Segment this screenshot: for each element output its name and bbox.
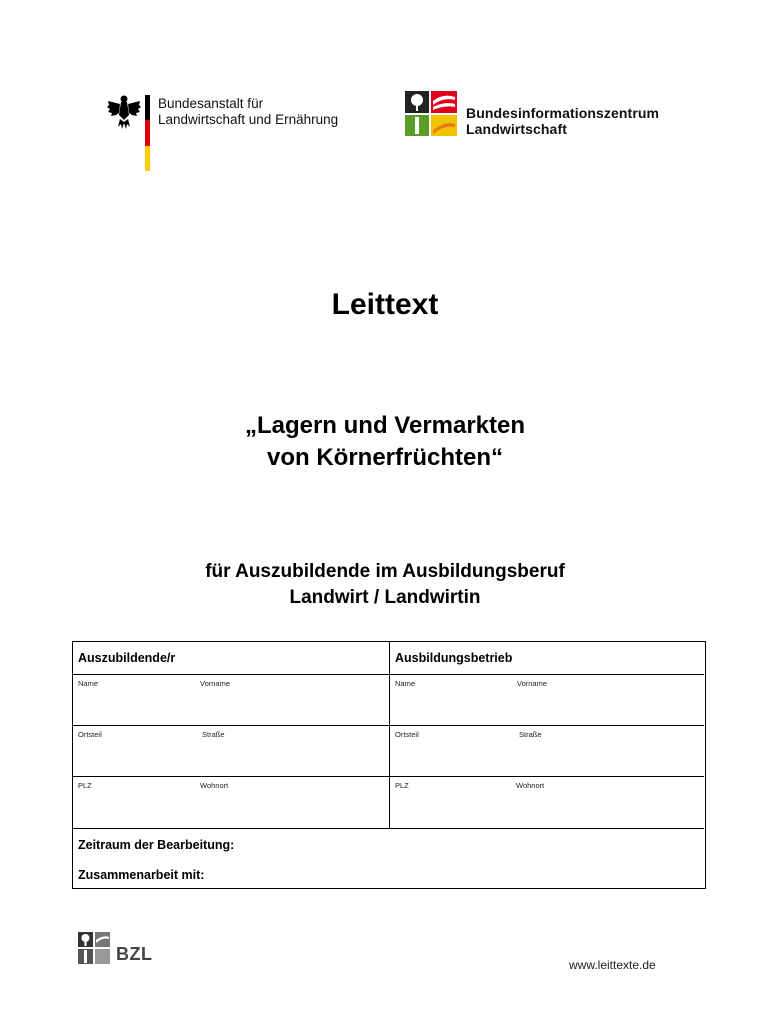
website-link[interactable]: www.leittexte.de: [569, 958, 656, 972]
form-line: [73, 674, 704, 675]
ble-line2: Landwirtschaft und Ernährung: [158, 111, 339, 127]
document-subtitle: [0, 410, 770, 474]
company-firstname-field[interactable]: Vorname: [517, 679, 548, 688]
company-district-field[interactable]: Ortsteil: [395, 730, 419, 739]
company-city-field[interactable]: Wohnort: [516, 781, 545, 790]
subtitle-line2: von Körnerfrüchten“: [266, 444, 503, 471]
trainee-street-field[interactable]: Straße: [202, 730, 225, 739]
cooperation-field[interactable]: Zusammenarbeit mit:: [78, 868, 205, 882]
document-title: Leittext: [331, 288, 439, 321]
bzl-line1: Bundesinformationszentrum: [466, 105, 660, 121]
trainee-zip-field[interactable]: PLZ: [78, 781, 92, 790]
subtitle-line1: „Lagern und Vermarkten: [244, 412, 526, 439]
federal-eagle-icon: [106, 93, 142, 131]
company-header: Ausbildungsbetrieb: [395, 651, 513, 665]
bzl-footer-text: BZL: [116, 944, 153, 964]
trainee-district-field[interactable]: Ortsteil: [78, 730, 102, 739]
trainee-header: Auszubildende/r: [78, 651, 176, 665]
form-line: [73, 776, 704, 777]
ble-logo-text: [158, 96, 338, 127]
target-audience: [0, 559, 770, 611]
company-name-field[interactable]: Name: [395, 679, 416, 688]
bzl-small-logo-icon: [78, 932, 110, 964]
ble-line1: Bundesanstalt für: [158, 96, 264, 111]
period-field[interactable]: Zeitraum der Bearbeitung:: [78, 838, 235, 852]
company-zip-field[interactable]: PLZ: [395, 781, 409, 790]
trainee-name-field[interactable]: Name: [78, 679, 99, 688]
form-divider-vertical: [389, 642, 390, 829]
form-line: [73, 725, 704, 726]
trainee-city-field[interactable]: Wohnort: [200, 781, 229, 790]
company-street-field[interactable]: Straße: [519, 730, 542, 739]
bzl-logo-text: [466, 105, 659, 137]
bzl-line2: Landwirtschaft: [466, 121, 567, 137]
form-line: [73, 828, 704, 829]
target-line2: Landwirt / Landwirtin: [289, 587, 481, 608]
bzl-logo-icon: [405, 91, 457, 136]
german-flag-bar: [145, 95, 150, 171]
trainee-form: [72, 641, 706, 889]
target-line1: für Auszubildende im Ausbildungsberuf: [205, 561, 565, 582]
trainee-firstname-field[interactable]: Vorname: [200, 679, 231, 688]
